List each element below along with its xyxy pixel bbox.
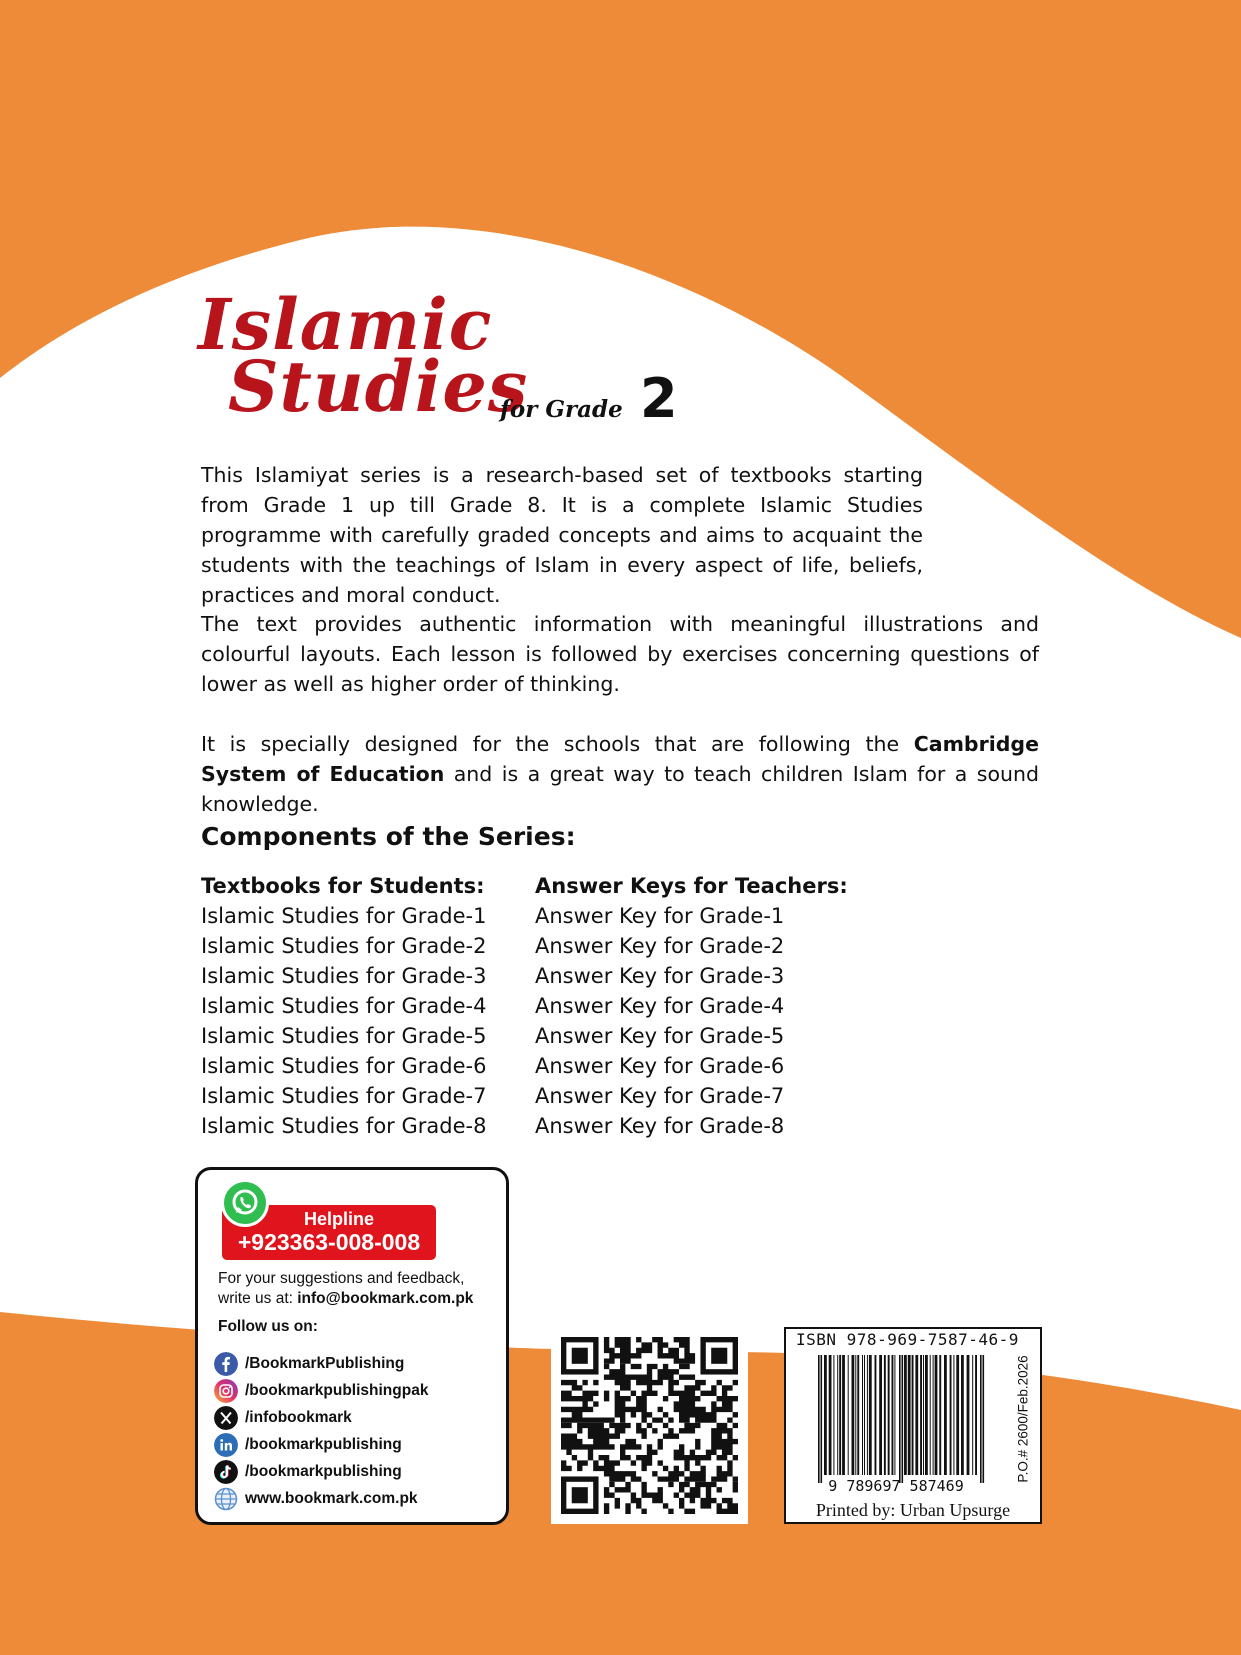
list-item: Answer Key for Grade-1 [535,904,785,928]
social-text: /bookmarkpublishingpak [245,1382,429,1399]
title-line-2: Studies [228,345,529,428]
list-item: Answer Key for Grade-3 [535,964,785,988]
barcode-bar [857,1355,859,1475]
barcode-bar [967,1355,970,1475]
social-text: /bookmarkpublishing [245,1436,402,1453]
cambridge-system-bold: Cambridge System of Education [201,732,1039,786]
barcode-guard-bar [983,1355,985,1483]
list-item: Islamic Studies for Grade-8 [201,1114,487,1138]
barcode-bar [950,1355,952,1475]
globe-icon [214,1487,238,1511]
barcode-bar [915,1355,918,1475]
list-item: Islamic Studies for Grade-2 [201,934,487,958]
barcode-bar [961,1355,964,1475]
title-line-1: Islamic [198,283,493,366]
social-text: /bookmarkpublishing [245,1463,402,1480]
barcode-bar [935,1355,938,1475]
teachers-heading: Answer Keys for Teachers: [535,874,848,898]
isbn-text: ISBN 978-969-7587-46-9 [796,1330,1019,1349]
email-link[interactable]: info@bookmark.com.pk [297,1290,474,1307]
barcode-bar [888,1355,890,1475]
qr-code [551,1327,748,1524]
linkedin-icon [214,1433,238,1457]
barcode-bar [908,1355,911,1475]
whatsapp-icon [221,1179,269,1227]
social-text: /BookmarkPublishing [245,1355,405,1372]
barcode-bar [930,1355,931,1475]
barcode-bar [953,1355,954,1475]
list-item: Islamic Studies for Grade-3 [201,964,487,988]
list-item: Islamic Studies for Grade-7 [201,1084,487,1108]
social-text: www.bookmark.com.pk [245,1490,418,1507]
barcode-bar [862,1355,863,1475]
barcode-bar [842,1355,845,1475]
social-text: /infobookmark [245,1409,352,1426]
barcode-guard-bar [980,1355,982,1483]
feedback-line-2 [218,1289,473,1309]
barcode-bar [904,1355,907,1475]
social-linkedin[interactable] [214,1433,402,1457]
barcode-bar [920,1355,922,1475]
feedback-prefix: write us at: [218,1290,298,1307]
list-item: Answer Key for Grade-5 [535,1024,785,1048]
list-item: Answer Key for Grade-8 [535,1114,785,1138]
follow-label: Follow us on: [218,1318,318,1335]
barcode-guard-bar [899,1355,901,1483]
teachers-column [535,871,848,1141]
barcode-guard-bar [818,1355,820,1483]
description-paragraph-1: This Islamiyat series is a research-based set of textbooks starting from Grade 1 up till Grade 8. It is a complete Islamic Studies programme with carefully graded concepts and aims to acquaint the students with the teachings of Islam in every aspect of life, beliefs, practices and moral conduct. [201,463,923,607]
description-paragraph-2: The text provides authentic information with meaningful illustrations and colourful layouts. Each lesson is followed by exercises concerning questions of lower as well as higher order of thinking. [201,612,1039,696]
barcode-bar [972,1355,973,1475]
social-website[interactable] [214,1487,418,1511]
po-number [1012,1341,1034,1497]
facebook-icon [214,1352,238,1376]
feedback-line-1: For your suggestions and feedback, [218,1270,465,1287]
social-facebook[interactable] [214,1352,404,1376]
instagram-icon [214,1379,238,1403]
barcode-bar [837,1355,838,1475]
barcode-bar [875,1355,877,1475]
tiktok-icon [214,1460,238,1484]
barcode [786,1329,1044,1526]
title-grade-number: 2 [640,367,678,430]
x-icon [214,1406,238,1430]
isbn-box [784,1327,1042,1524]
helpline-label: Helpline [303,1209,374,1229]
components-heading: Components of the Series: [201,822,576,851]
barcode-bar [892,1355,894,1475]
list-item: Islamic Studies for Grade-6 [201,1054,487,1078]
book-title [198,283,718,430]
barcode-bar [939,1355,941,1475]
barcode-bar [848,1355,849,1475]
social-x[interactable] [214,1406,352,1430]
barcode-bar [824,1355,827,1475]
barcode-bar [933,1355,934,1475]
barcode-bar [912,1355,914,1475]
social-instagram[interactable] [214,1379,428,1403]
paragraph-3-text-b: and is a great way to teach children Islam for a sound knowledge. [201,762,1039,816]
printed-by: Printed by: Urban Upsurge [815,1500,1011,1520]
barcode-bar [975,1355,977,1475]
barcode-bar [894,1355,895,1475]
barcode-bar [923,1355,924,1475]
barcode-bar [829,1355,832,1475]
list-item: Answer Key for Grade-7 [535,1084,785,1108]
description-paragraph-3 [201,729,1039,819]
title-subtitle: for Grade [500,396,623,423]
qr-finder-pattern [564,1479,596,1511]
barcode-bar [884,1355,886,1475]
barcode-bar [879,1355,882,1475]
barcode-bar [869,1355,872,1475]
paragraph-3-text-a: It is specially designed for the schools that are following the [201,732,914,756]
helpline-number: +923363-008-008 [237,1229,421,1255]
helpline-box [195,1167,509,1525]
list-item: Answer Key for Grade-4 [535,994,785,1018]
qr-finder-pattern [703,1340,735,1372]
barcode-bar [864,1355,865,1475]
barcode-bar [833,1355,834,1475]
barcode-bar [944,1355,947,1475]
qr-finder-pattern [564,1340,596,1372]
qr-code-graphic [551,1327,748,1524]
barcode-guard-bar [821,1355,823,1483]
barcode-guard-bar [902,1355,904,1483]
barcode-bar [867,1355,868,1475]
barcode-bar [852,1355,855,1475]
list-item: Answer Key for Grade-2 [535,934,785,958]
students-heading: Textbooks for Students: [201,874,485,898]
barcode-bar [925,1355,928,1475]
barcode-bar [855,1355,856,1475]
list-item: Islamic Studies for Grade-4 [201,994,487,1018]
students-column [201,871,486,1141]
barcode-bar [956,1355,959,1475]
list-item: Islamic Studies for Grade-5 [201,1024,487,1048]
list-item: Answer Key for Grade-6 [535,1054,785,1078]
barcode-digits: 9 789697 587469 [828,1477,964,1495]
po-number-text: P.O.# 2600/Feb.2026 [1015,1355,1031,1483]
list-item: Islamic Studies for Grade-1 [201,904,487,928]
barcode-bar [839,1355,841,1475]
social-tiktok[interactable] [214,1460,402,1484]
